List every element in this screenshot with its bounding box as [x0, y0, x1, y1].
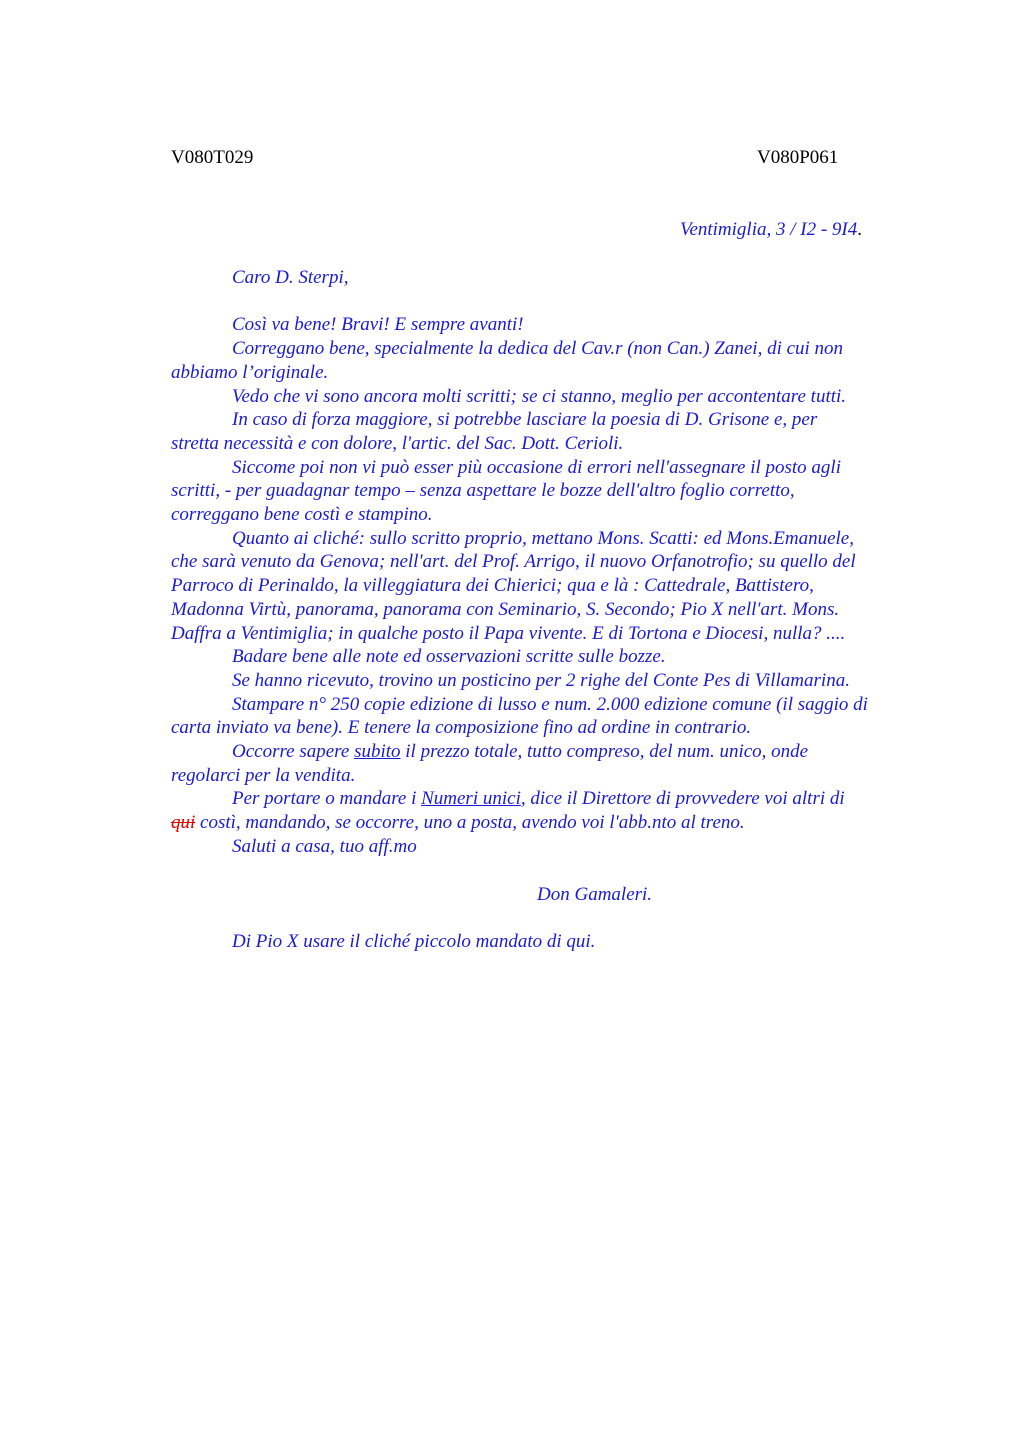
letter-date: Ventimiglia, 3 / I2 - 9I4.	[679, 219, 862, 240]
underlined-subito: subito	[354, 741, 401, 763]
paragraph-2-line-1: Correggano bene, specialmente la dedica del Cav.r (non Can.) Zanei, di cui non	[232, 338, 844, 360]
paragraph-9-line-2: carta inviato va bene). E tenere la composizione fino ad ordine in contrario.	[171, 717, 752, 739]
paragraph-6-line-3: Parroco di Perinaldo, la villeggiatura dei Chierici; qua e là : Cattedrale, Battistero,	[171, 575, 814, 597]
letter-body	[171, 218, 931, 954]
paragraph-1: Così va bene! Bravi! E sempre avanti!	[232, 314, 524, 336]
paragraph-11-line-2: qui costì, mandando, se occorre, uno a posta, avendo voi l'abb.nto al treno.	[171, 812, 745, 834]
paragraph-4-line-2: stretta necessità e con dolore, l'artic. del Sac. Dott. Cerioli.	[171, 432, 624, 454]
underlined-numeri-unici: Numeri unici	[421, 788, 521, 810]
paragraph-6-line-1: Quanto ai cliché: sullo scritto proprio, mettano Mons. Scatti: ed Mons.Emanuele,	[232, 527, 854, 549]
paragraph-3: Vedo che vi sono ancora molti scritti; se ci stanno, meglio per accontentare tutti.	[232, 385, 847, 407]
paragraph-5-line-1: Siccome poi non vi può esser più occasione di errori nell'assegnare il posto agli	[232, 456, 841, 478]
paragraph-10-line-2: regolarci per la vendita.	[171, 764, 356, 786]
paragraph-9-line-1: Stampare n° 250 copie edizione di lusso e num. 2.000 edizione comune (il saggio di	[232, 693, 868, 715]
signature: Don Gamaleri.	[537, 883, 653, 905]
paragraph-4-line-1: In caso di forza maggiore, si potrebbe lasciare la poesia di D. Grisone e, per	[232, 409, 818, 431]
paragraph-6-line-5: Daffra a Ventimiglia; in qualche posto il Papa vivente. E di Tortona e Diocesi, nulla? ....	[171, 622, 846, 644]
paragraph-5-line-3: correggano bene costì e stampino.	[171, 504, 433, 526]
postscript: Di Pio X usare il cliché piccolo mandato di qui.	[232, 931, 596, 953]
paragraph-7: Badare bene alle note ed osservazioni scritte sulle bozze.	[232, 646, 666, 668]
paragraph-11-line-1: Per portare o mandare i Numeri unici, dice il Direttore di provvedere voi altri di	[232, 788, 845, 810]
salutation: Caro D. Sterpi,	[232, 266, 349, 288]
paragraph-10-line-1: Occorre sapere subito il prezzo totale, tutto compreso, del num. unico, onde	[232, 741, 809, 763]
document-code-right: V080P061	[757, 147, 839, 168]
paragraph-6-line-4: Madonna Virtù, panorama, panorama con Seminario, S. Secondo; Pio X nell'art. Mons.	[171, 598, 840, 620]
paragraph-6-line-2: che sarà venuto da Genova; nell'art. del Prof. Arrigo, il nuovo Orfanotrofio; su quello del	[171, 551, 856, 573]
paragraph-8: Se hanno ricevuto, trovino un posticino per 2 righe del Conte Pes di Villamarina.	[232, 669, 850, 691]
struck-correction: qui	[171, 812, 196, 834]
paragraph-5-line-2: scritti, - per guadagnar tempo – senza aspettare le bozze dell'altro foglio corretto,	[171, 480, 795, 502]
closing: Saluti a casa, tuo aff.mo	[232, 835, 417, 857]
document-code-left: V080T029	[171, 147, 254, 168]
paragraph-2-line-2: abbiamo l’originale.	[171, 361, 329, 383]
